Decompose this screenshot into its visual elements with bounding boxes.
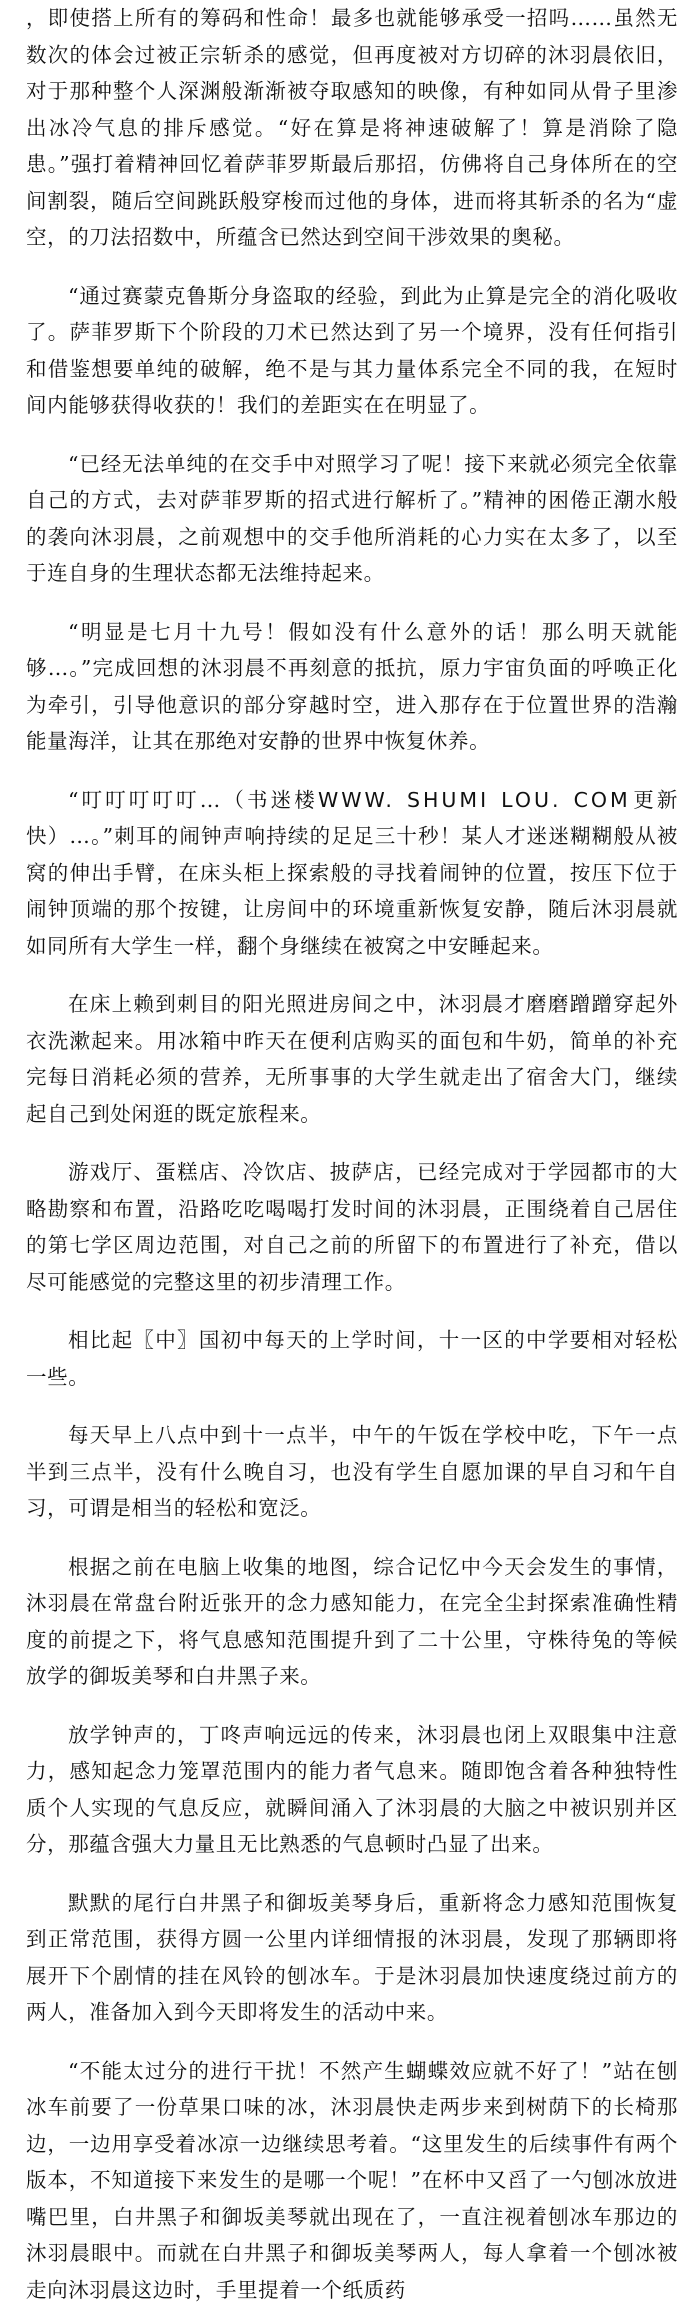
paragraph-8: 相比起〖中〗国初中每天的上学时间，十一区的中学要相对轻松一些。 <box>26 1322 678 1395</box>
paragraph-5-lead: “叮叮叮叮叮…（书迷楼 <box>68 788 318 812</box>
paragraph-1: ，即使搭上所有的筹码和性命！最多也就能够承受一招吗……虽然无数次的体会过被正宗斩杀的感觉，但再度被对方切碎的沐羽晨依旧，对于那种整个人深渊般渐渐被夺取感知的映像，有种如同从骨子里渗出冰冷气息的排斥感觉。“好在算是将神速破解了！算是消除了隐患。”强打着精神回忆着萨菲罗斯最后那招，仿佛将自己身体所在的空间割裂，随后空间跳跃般穿梭而过他的身体，进而将其斩杀的名为“虚空，的刀法招数中，所蕴含已然达到空间干涉效果的奥秘。 <box>26 0 678 256</box>
paragraph-3: “已经无法单纯的在交手中对照学习了呢！接下来就必须完全依靠自己的方式，去对萨菲罗斯的招式进行解析了。”精神的困倦正潮水般的袭向沐羽晨，之前观想中的交手他所消耗的心力实在太多了，以至于连自身的生理状态都无法维持起来。 <box>26 446 678 592</box>
paragraph-5 <box>26 782 678 965</box>
paragraph-12: 默默的尾行白井黑子和御坂美琴身后，重新将念力感知范围恢复到正常范围，获得方圆一公里内详细情报的沐羽晨，发现了那辆即将展开下个剧情的挂在风铃的刨冰车。于是沐羽晨加快速度绕过前方的两人，准备加入到今天即将发生的活动中来。 <box>26 1885 678 2031</box>
paragraph-7: 游戏厅、蛋糕店、冷饮店、披萨店，已经完成对于学园都市的大略勘察和布置，沿路吃吃喝喝打发时间的沐羽晨，正围绕着自己居住的第七学区周边范围，对自己之前的所留下的布置进行了补充，借以尽可能感觉的完整这里的初步清理工作。 <box>26 1154 678 1300</box>
paragraph-2: “通过赛蒙克鲁斯分身盗取的经验，到此为止算是完全的消化吸收了。萨菲罗斯下个阶段的刀术已然达到了另一个境界，没有任何指引和借鉴想要单纯的破解，绝不是与其力量体系完全不同的我，在短时间内能够获得收获的！我们的差距实在在明显了。 <box>26 278 678 424</box>
paragraph-11: 放学钟声的，丁咚声响远远的传来，沐羽晨也闭上双眼集中注意力，感知起念力笼罩范围内的能力者气息来。随即饱含着各种独特性质个人实现的气息反应，就瞬间涌入了沐羽晨的大脑之中被识别并区分，那蕴含强大力量且无比熟悉的气息顿时凸显了出来。 <box>26 1717 678 1863</box>
paragraph-5-rest: 更新快）…。”刺耳的闹钟声响持续的足足三十秒！某人才迷迷糊糊般从被窝的伸出手臂，在床头柜上探索般的寻找着闹钟的位置，按压下位于闹钟顶端的那个按键，让房间中的环境重新恢复安静，随后沐羽晨就如同所有大学生一样，翻个身继续在被窝之中安睡起来。 <box>26 788 678 958</box>
paragraph-10: 根据之前在电脑上收集的地图，综合记忆中今天会发生的事情，沐羽晨在常盘台附近张开的念力感知能力，在完全尘封探索准确性精度的前提之下，将气息感知范围提升到了二十公里，守株待兔的等候放学的御坂美琴和白井黑子来。 <box>26 1549 678 1695</box>
paragraph-4: “明显是七月十九号！假如没有什么意外的话！那么明天就能够…。”完成回想的沐羽晨不再刻意的抵抗，原力宇宙负面的呼唤正化为牵引，引导他意识的部分穿越时空，进入那存在于位置世界的浩瀚能量海洋，让其在那绝对安静的世界中恢复休养。 <box>26 614 678 760</box>
site-watermark-url: WWW. SHUMI LOU. COM <box>318 788 631 812</box>
paragraph-13: “不能太过分的进行干扰！不然产生蝴蝶效应就不好了！”站在刨冰车前要了一份草果口味的冰，沐羽晨快走两步来到树荫下的长椅那边，一边用享受着冰凉一边继续思考着。“这里发生的后续事件有两个版本，不知道接下来发生的是哪一个呢！”在杯中又舀了一勺刨冰放进嘴巴里，白井黑子和御坂美琴就出现在了，一直注视着刨冰车那边的沐羽晨眼中。而就在白井黑子和御坂美琴两人，每人拿着一个刨冰被走向沐羽晨这边时，手里提着一个纸质药 <box>26 2053 678 2308</box>
paragraph-6: 在床上赖到刺目的阳光照进房间之中，沐羽晨才磨磨蹭蹭穿起外衣洗漱起来。用冰箱中昨天在便利店购买的面包和牛奶，简单的补充完每日消耗必须的营养，无所事事的大学生就走出了宿舍大门，继续起自己到处闲逛的既定旅程来。 <box>26 986 678 1132</box>
paragraph-9: 每天早上八点中到十一点半，中午的午饭在学校中吃，下午一点半到三点半，没有什么晚自习，也没有学生自愿加课的早自习和午自习，可谓是相当的轻松和宽泛。 <box>26 1417 678 1527</box>
